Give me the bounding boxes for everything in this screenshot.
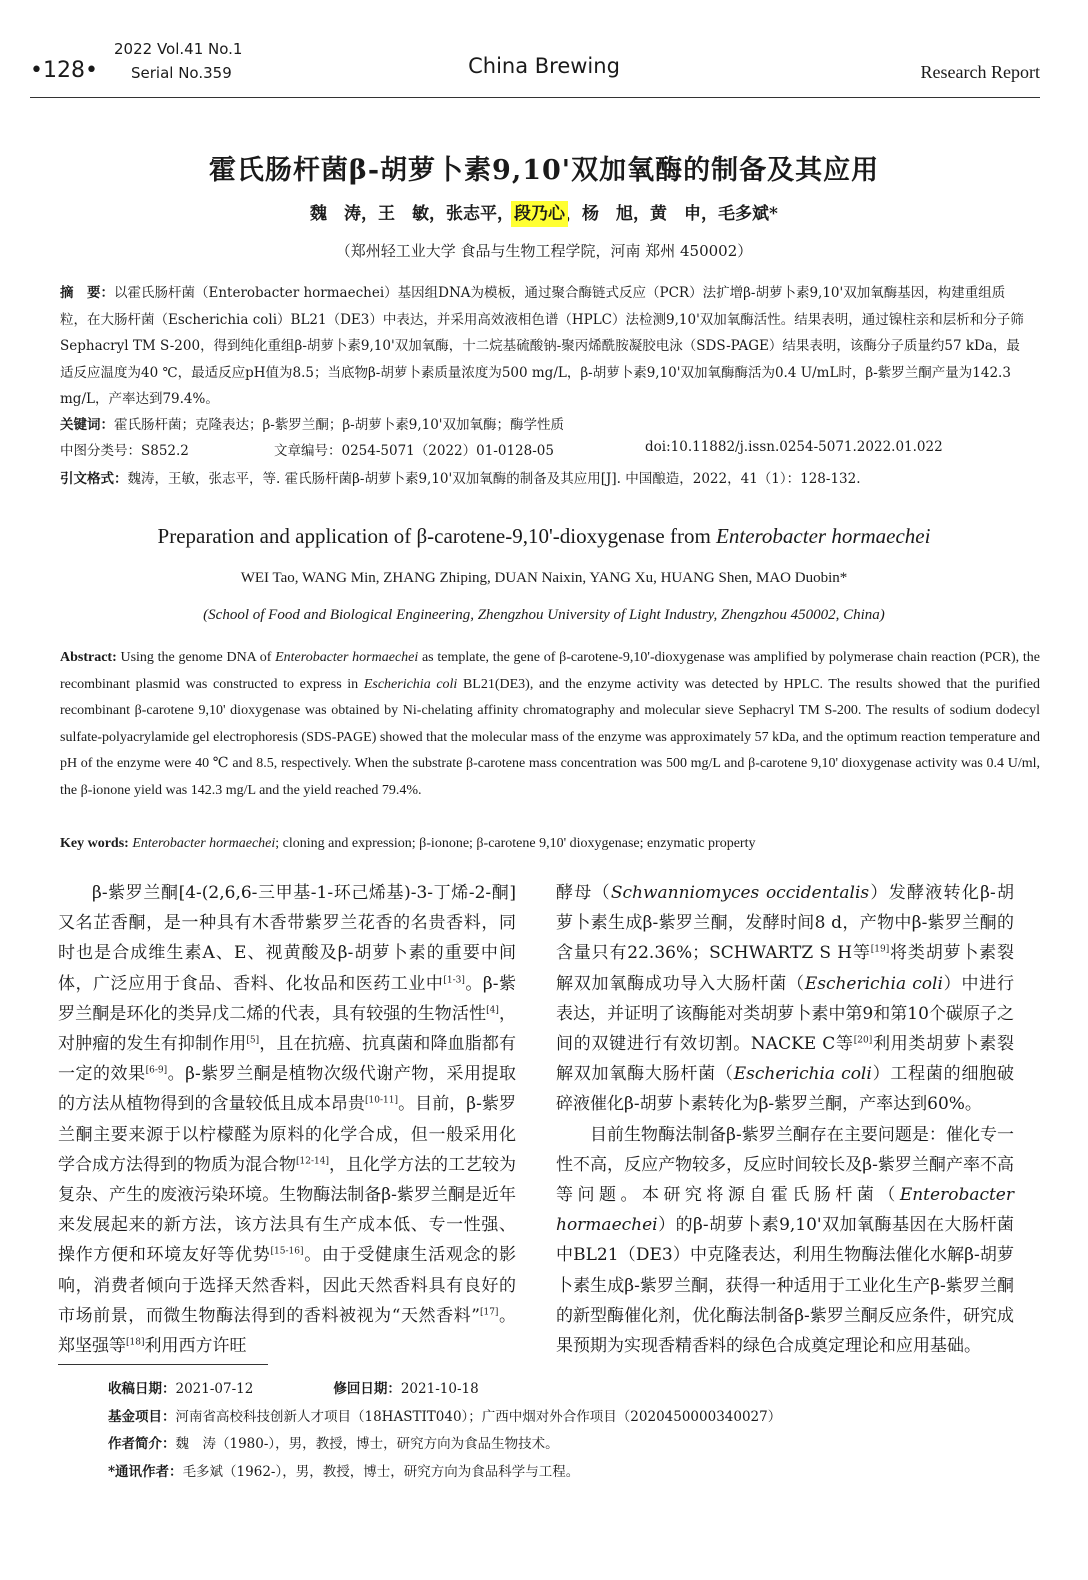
body-text: 。郑坚强等 [58,1305,517,1357]
authors-before: 魏 涛，王 敏，张志平， [310,204,515,224]
body-text: 。β-紫罗兰酮是植物次级代谢产物，采用提取的方法从植物得到的含量较低且成本昂贵 [58,1064,517,1115]
body-text: 。由于受健康生活观念的影响，消费者倾向于选择天然香料，因此天然香料具有良好的市场前景，而微生物酶法得到的香料被视为“天然香料” [58,1245,516,1326]
fund-text: 河南省高校科技创新人才项目（18HASTIT040）；广西中烟对外合作项目（2020450000340027） [175,1409,782,1425]
chinese-abstract [60,280,1030,413]
body-text: ）工程菌的细胞破碎液催化β-胡萝卜素转化为β-紫罗兰酮，产率达到60%。 [556,1064,1014,1115]
citation-label: 引文格式： [60,471,128,487]
reference-marker[interactable]: [20] [853,1035,873,1046]
abstract-part: Using the genome DNA of [116,650,276,665]
body-text: 。β-紫罗兰酮是环化的类异戊二烯的代表，具有较强的生物活性 [58,973,516,1024]
received-label: 收稿日期： [108,1381,176,1397]
species-name: Escherichia coli [733,1064,872,1085]
body-text: ，且化学方法的工艺较为复杂、产生的废液污染环境。生物酶法制备β-紫罗兰酮是近年来发展起来的新方法，该方法具有生产成本低、专一性强、操作方便和环境友好等优势 [58,1154,517,1266]
body-text: ）发酵液转化β-胡萝卜素生成β-紫罗兰酮，发酵时间8 d，产物中β-紫罗兰酮的含量只有22.36%；SCHWARTZ S H等 [556,883,1014,964]
footnote-rule [58,1364,268,1365]
english-title [0,524,1088,549]
reference-marker[interactable]: [5] [246,1035,260,1046]
body-text: ，且在抗癌、抗真菌和降血脂都有一定的效果 [58,1034,516,1085]
species-name: Escherichia coli [804,973,943,994]
reference-marker[interactable]: [10-11] [365,1095,399,1106]
volume-issue: 2022 Vol.41 No.1 [114,40,243,58]
chinese-authors [0,199,1088,224]
english-abstract-label: Abstract: [60,650,117,665]
doi[interactable]: doi:10.11882/j.issn.0254-5071.2022.01.022 [645,439,943,455]
footnote-funding [108,1405,781,1425]
chinese-affiliation: （郑州轻工业大学 食品与生物工程学院，河南 郑州 450002） [335,242,753,260]
author-bio-label: 作者简介： [108,1436,176,1452]
footnote-dates [108,1377,479,1397]
body-text: 将类胡萝卜素裂解双加氧酶成功导入大肠杆菌（ [556,943,1014,994]
english-title-species: Enterobacter hormaechei [716,524,931,548]
abstract-part: as template, the gene of β-carotene-9,10'-dioxygenase was amplified by polymerase chain reaction (PCR), the recombinant plasmid was constructed to express in [60,650,1040,692]
english-title-main: Preparation and application of β-carotene-9,10'-dioxygenase from [157,524,717,548]
author-bio-text: 魏 涛（1980-），男，教授，博士，研究方向为食品生物技术。 [175,1436,559,1452]
body-text: 目前生物酶法制备β-紫罗兰酮存在主要问题是：催化专一性不高，反应产物较多，反应时间较长及β-紫罗兰酮产率不高等问题。本研究将源自霍氏肠杆菌（ [556,1124,1014,1206]
species-name: Enterobacter hormaechei [556,1185,1014,1236]
corresponding-text: 毛多斌（1962-），男，教授，博士，研究方向为食品科学与工程。 [182,1464,580,1480]
received-date: 2021-07-12 [175,1381,254,1397]
clc-number: 中图分类号：S852.2 [60,443,189,459]
reference-marker[interactable]: [17] [479,1307,499,1318]
article-number: 文章编号：0254-5071（2022）01-0128-05 [274,443,554,459]
intro-paragraph [58,878,516,1361]
reference-marker[interactable]: [18] [126,1337,145,1348]
fund-label: 基金项目： [108,1409,176,1425]
english-abstract [60,645,1040,805]
abstract-part: BL21(DE3), and the enzyme activity was detected by HPLC. The results showed that the purified recombinant β-carotene 9,10' dioxygenase was obtained by Ni-chelating affinity chromatography and molecular sieve Sephacryl TM S-200. The results of sodium dodecyl sulfate-polyacrylamide gel electrophoresis (SDS-PAGE) showed that the molecular mass of the enzyme was approximately 57 kDa, and the optimum reaction temperature and pH of the enzyme were 40 ℃ and 8.5, respectively. When the substrate β-carotene mass concentration was 500 mg/L and β-carotene 9,10' dioxygenase activity was 0.4 U/ml, the β-ionone yield was 142.3 mg/L and the yield reached 79.4%. [60,676,1041,798]
english-keywords-label: Key words: [60,836,129,851]
body-text: ，对肿瘤的发生有抑制作用 [58,1003,516,1055]
body-text: ）中进行表达，并证明了该酶能对类胡萝卜素中第9和第10个碳原子之间的双键进行有效切割。NACKE C等 [556,973,1014,1055]
revised-label: 修回日期： [333,1381,401,1397]
keywords-text: 霍氏肠杆菌；克隆表达；β-紫罗兰酮；β-胡萝卜素9,10'双加氧酶；酶学性质 [114,417,565,433]
reference-marker[interactable]: [4] [486,1005,499,1016]
highlighted-author: 段乃心 [514,204,566,224]
page-number: •128• [30,58,98,83]
citation-format [60,466,1050,493]
authors-after: ，杨 旭，黄 申，毛多斌* [565,204,778,224]
continued-paragraph [556,878,1014,1120]
body-text: ）的β-胡萝卜素9,10'双加氧酶基因在大肠杆菌中BL21（DE3）中克隆表达，利用生物酶法催化水解β-胡萝卜素生成β-紫罗兰酮，获得一种适用于工业化生产β-紫罗兰酮的新型酶催化剂，优化酶法制备β-紫罗兰酮反应条件，研究成果预期为实现香精香料的绿色合成奠定理论和应用基础。 [556,1215,1014,1357]
reference-marker[interactable]: [1-3] [443,974,465,985]
body-text: 酵母（ [556,883,611,903]
species-name: Schwanniomyces occidentalis [610,883,870,903]
chinese-title: 霍氏肠杆菌β-胡萝卜素9,10'双加氧酶的制备及其应用 [208,155,880,186]
journal-name: China Brewing [468,54,620,78]
reference-marker[interactable]: [6-9] [145,1065,168,1076]
species-name: Enterobacter hormaechei [275,650,419,665]
keywords-label: 关键词： [60,417,114,433]
footnote-corresponding-author [108,1460,579,1480]
chinese-keywords [60,412,1030,439]
header-rule [30,97,1040,98]
citation-text: 魏涛，王敏，张志平，等. 霍氏肠杆菌β-胡萝卜素9,10'双加氧酶的制备及其应用[J]. 中国酿造，2022，41（1）：128-132. [127,471,861,487]
keyword-species: Enterobacter hormaechei [132,836,276,851]
serial-number: Serial No.359 [131,64,232,82]
corresponding-label: *通讯作者： [108,1464,183,1480]
english-keywords [60,831,1040,857]
body-left-column [58,878,516,1361]
objective-paragraph [556,1120,1014,1362]
abstract-text: 以霍氏肠杆菌（Enterobacter hormaechei）基因组DNA为模板，通过聚合酶链式反应（PCR）法扩增β-胡萝卜素9,10'双加氧酶基因，构建重组质粒，在大肠杆菌（Escherichia coli）BL21（DE3）中表达，并采用高效液相色谱（HPLC）法检测9,10'双加氧酶活性。结果表明，通过镍柱亲和层析和分子筛Sephacryl TM S-200，得到纯化重组β-胡萝卜素9,10'双加氧酶，十二烷基硫酸钠-聚丙烯酰胺凝胶电泳（SDS-PAGE）结果表明，该酶分子质量约57 kDa，最适反应温度为40 ℃，最适反应pH值为8.5；当底物β-胡萝卜素质量浓度为500 mg/L，β-胡萝卜素9,10'双加氧酶酶活为0.4 U/mL时，β-紫罗兰酮产量为142.3 mg/L，产率达到79.4%。 [60,285,1024,407]
body-text: β-紫罗兰酮[4-(2,6,6-三甲基-1-环己烯基)-3-丁烯-2-酮]又名芷香酮，是一种具有木香带紫罗兰花香的名贵香料，同时也是合成维生素A、E、视黄酸及β-胡萝卜素的重要中间体，广泛应用于食品、香料、化妆品和医药工业中 [58,883,516,994]
english-authors: WEI Tao, WANG Min, ZHANG Zhiping, DUAN Naixin, YANG Xu, HUANG Shen, MAO Duobin* [240,570,848,586]
english-affiliation: (School of Food and Biological Engineering, Zhengzhou University of Light Industry, Zhengzhou 450002, China) [203,607,885,623]
reference-marker[interactable]: [15-16] [270,1246,304,1257]
body-text: 。目前，β-紫罗兰酮主要来源于以柠檬醛为原料的化学合成，但一般采用化学合成方法得到的物质为混合物 [58,1094,516,1175]
revised-date: 2021-10-18 [400,1381,479,1397]
footnote-author-bio [108,1432,559,1452]
body-text: 利用类胡萝卜素裂解双加氧酶大肠杆菌（ [556,1034,1015,1085]
section-label: Research Report [920,62,1040,82]
reference-marker[interactable]: [12-14] [296,1156,329,1167]
body-text: 利用西方许旺 [144,1336,247,1357]
body-right-column [556,878,1014,1361]
abstract-label: 摘 要： [60,285,114,301]
species-name: Escherichia coli [363,676,458,692]
keywords-rest: ; cloning and expression; β-ionone; β-carotene 9,10' dioxygenase; enzymatic property [275,836,756,851]
reference-marker[interactable]: [19] [870,944,890,955]
